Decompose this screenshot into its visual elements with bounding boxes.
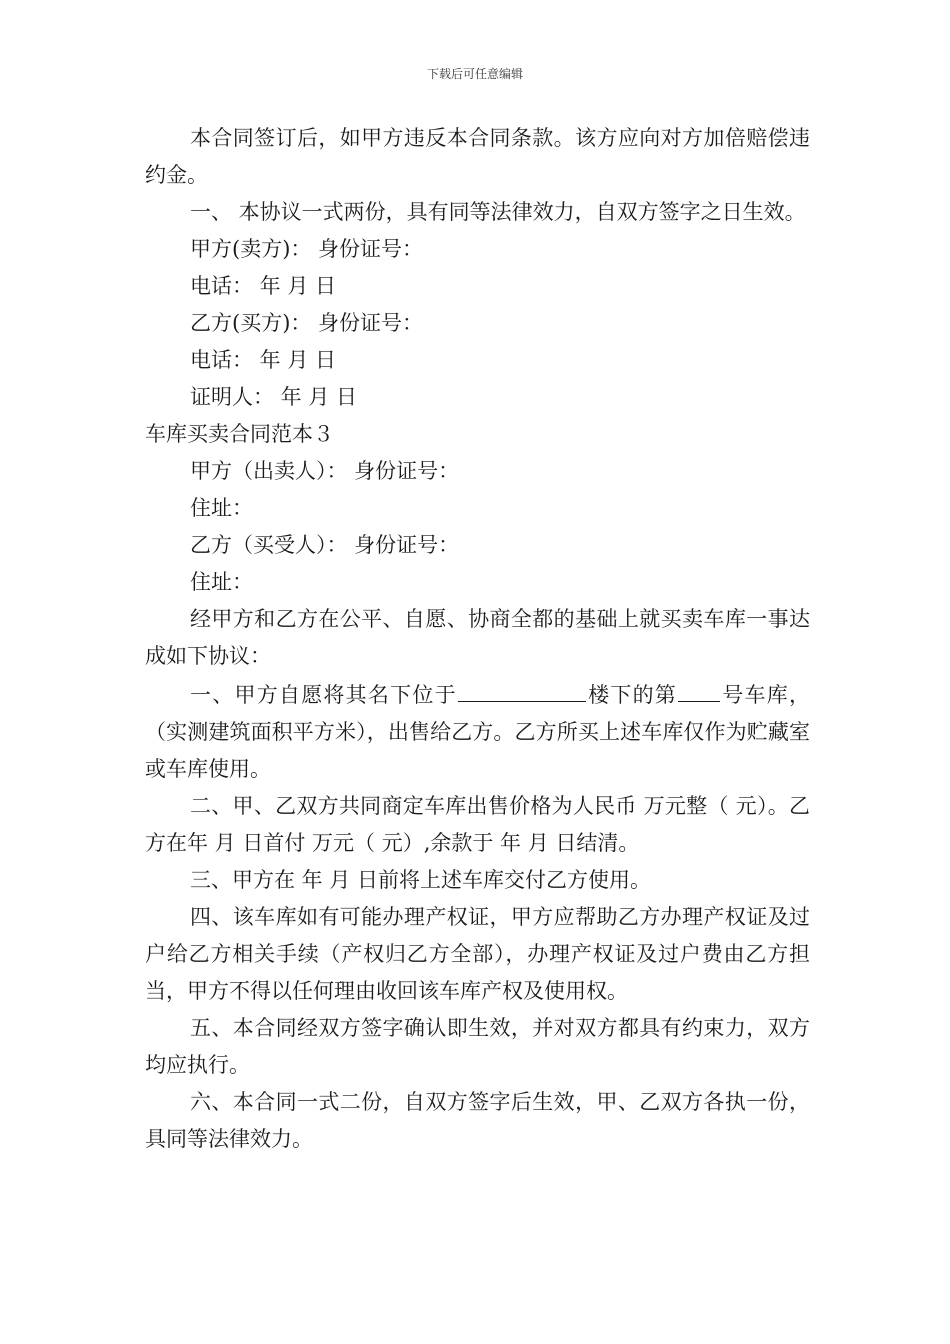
clause-three: 三、甲方在 年 月 日前将上述车库交付乙方使用。 bbox=[190, 868, 652, 892]
clause-six: 六、本合同一式二份，自双方签字后生效，甲、乙双方各执一份，具同等法律效力。 bbox=[145, 1090, 810, 1151]
witness-date-line: 证明人： 年 月 日 bbox=[190, 385, 358, 409]
clause-one-part-b: 楼下的第 bbox=[586, 683, 678, 707]
clause-one bbox=[145, 675, 810, 788]
clause-four: 四、该车库如有可能办理产权证，甲方应帮助乙方办理产权证及过户给乙方相关手续（产权归乙方全部），办理产权证及过户费由乙方担当，甲方不得以任何理由收回该车库产权及使用权。 bbox=[145, 905, 810, 1003]
location-blank bbox=[458, 675, 586, 702]
clause-effect: 一、 本协议一式两份，具有同等法律效力，自双方签字之日生效。 bbox=[190, 200, 806, 224]
party-a-seller-id-line: 甲方（出卖人）： 身份证号： bbox=[190, 459, 460, 483]
party-b-buyer-id-line: 乙方（买受人）： 身份证号： bbox=[190, 533, 460, 557]
party-b-buyer-line: 乙方(买方)： 身份证号： bbox=[190, 311, 424, 335]
agreement-intro: 经甲方和乙方在公平、自愿、协商全都的基础上就买卖车库一事达成如下协议： bbox=[145, 607, 810, 668]
clause-five: 五、本合同经双方签字确认即生效，并对双方都具有约束力，双方均应执行。 bbox=[145, 1016, 810, 1077]
page-header-note: 下载后可任意编辑 bbox=[426, 67, 523, 81]
clause-one-part-a: 一、甲方自愿将其名下位于 bbox=[190, 683, 457, 707]
party-a-phone-date-line: 电话： 年 月 日 bbox=[190, 274, 337, 298]
section-title: 车库买卖合同范本３ bbox=[145, 422, 334, 446]
party-b-phone-date-line: 电话： 年 月 日 bbox=[190, 348, 337, 372]
garage-number-blank bbox=[678, 675, 720, 702]
party-b-address-line: 住址： bbox=[190, 570, 253, 594]
party-a-seller-line: 甲方(卖方)： 身份证号： bbox=[190, 237, 424, 261]
clause-two: 二、甲、乙双方共同商定车库出售价格为人民币 万元整（ 元）。乙方在年 月 日首付 万元（ 元）,余款于 年 月 日结清。 bbox=[145, 794, 810, 855]
clause-breach: 本合同签订后，如甲方违反本合同条款。该方应向对方加倍赔偿违约金。 bbox=[145, 126, 810, 187]
party-a-address-line: 住址： bbox=[190, 496, 253, 520]
clause-one-part-c: 号车库，（实测建筑面积平方米），出售给乙方。乙方所买上述车库仅作为贮藏室或车库使用。 bbox=[145, 683, 811, 781]
document-body bbox=[145, 120, 810, 1158]
